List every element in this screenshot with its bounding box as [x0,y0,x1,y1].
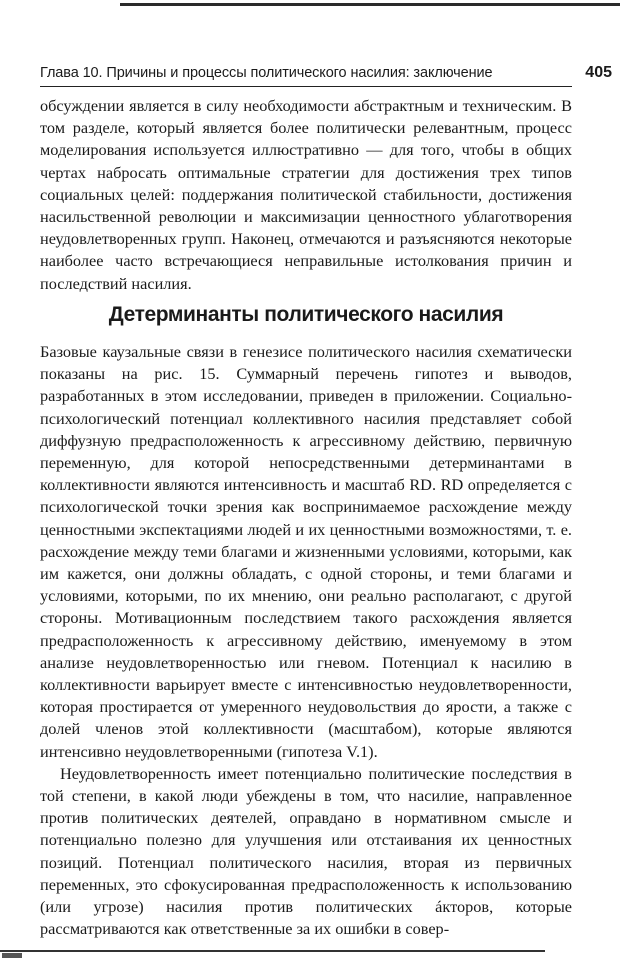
bottom-edge-rule [0,950,545,952]
running-head-title: Глава 10. Причины и процессы политического насилия: заключение [40,65,493,81]
paragraph: обсуждении является в силу необходимости абстрактным и техническим. В том разделе, который является более политически релевантным, процесс моделирования используется иллюстративно — для того, чтобы в общих чертах набросать оптимальные стратегии для достижения трех типов социальных целей: поддержания политической стабильности, достижения насильственной революции и максимизации ценностного ублаготворения неудовлетворенных групп. Наконец, отмечаются и разъясняются некоторые наиболее часто встречающиеся неправильные истолкования причин и последствий насилия. [40,96,572,293]
section-heading: Детерминанты политического насилия [108,303,504,326]
page-number: 405 [585,64,612,81]
running-head [40,60,612,87]
scan-edge-mark [2,953,22,958]
text-block-continued [40,95,572,295]
paragraph: Неудовлетворенность имеет потенциально политические последствия в той степени, в какой люди убеждены в том, что насилие, направленное против политических деятелей, оправдано в нормативном смысле и потенциально полезно для улучшения или отстаивания их ценностных позиций. Потенциал политического насилия, вторая из первичных переменных, это сфокусированная предрасположенность к использованию (или угрозе) насилия против политических áкторов, которые рассматриваются как ответственные за их ошибки в совер- [40,763,572,939]
top-edge-rule [120,3,620,6]
paragraph: Базовые каузальные связи в генезисе политического насилия схематически показаны на рис. 15. Суммарный перечень гипотез и выводов, разработанных в этом исследовании, приведен в приложении. Социально-психологический потенциал коллективного насилия представляет собой диффузную предрасположенность к агрессивному действию, первичную переменную, для которой непосредственными детерминантами в коллективности являются интенсивность и масштаб RD. RD определяется с психологической точки зрения как воспринимаемое расхождение между ценностными экспектациями людей и их ценностными возможностями, т. е. расхождение между теми благами и жизненными условиями, которыми, как им кажется, они должны обладать, с одной стороны, и теми благами и условиями, которыми, по их мнению, они реально располагают, с другой стороны. Мотивационным последствием такого расхождения является предрасположенность к агрессивному действию, именуемому в этом анализе неудовлетворенностью или гневом. Потенциал к насилию в коллективности варьирует вместе с интенсивностью неудовлетворенности, которая простирается от умеренного неудовольствия до ярости, а также с долей членов этой коллективности (масштабом), которые являются интенсивно неудовлетворенными (гипотеза V.1). [40,342,572,761]
text-block-main [40,341,572,940]
